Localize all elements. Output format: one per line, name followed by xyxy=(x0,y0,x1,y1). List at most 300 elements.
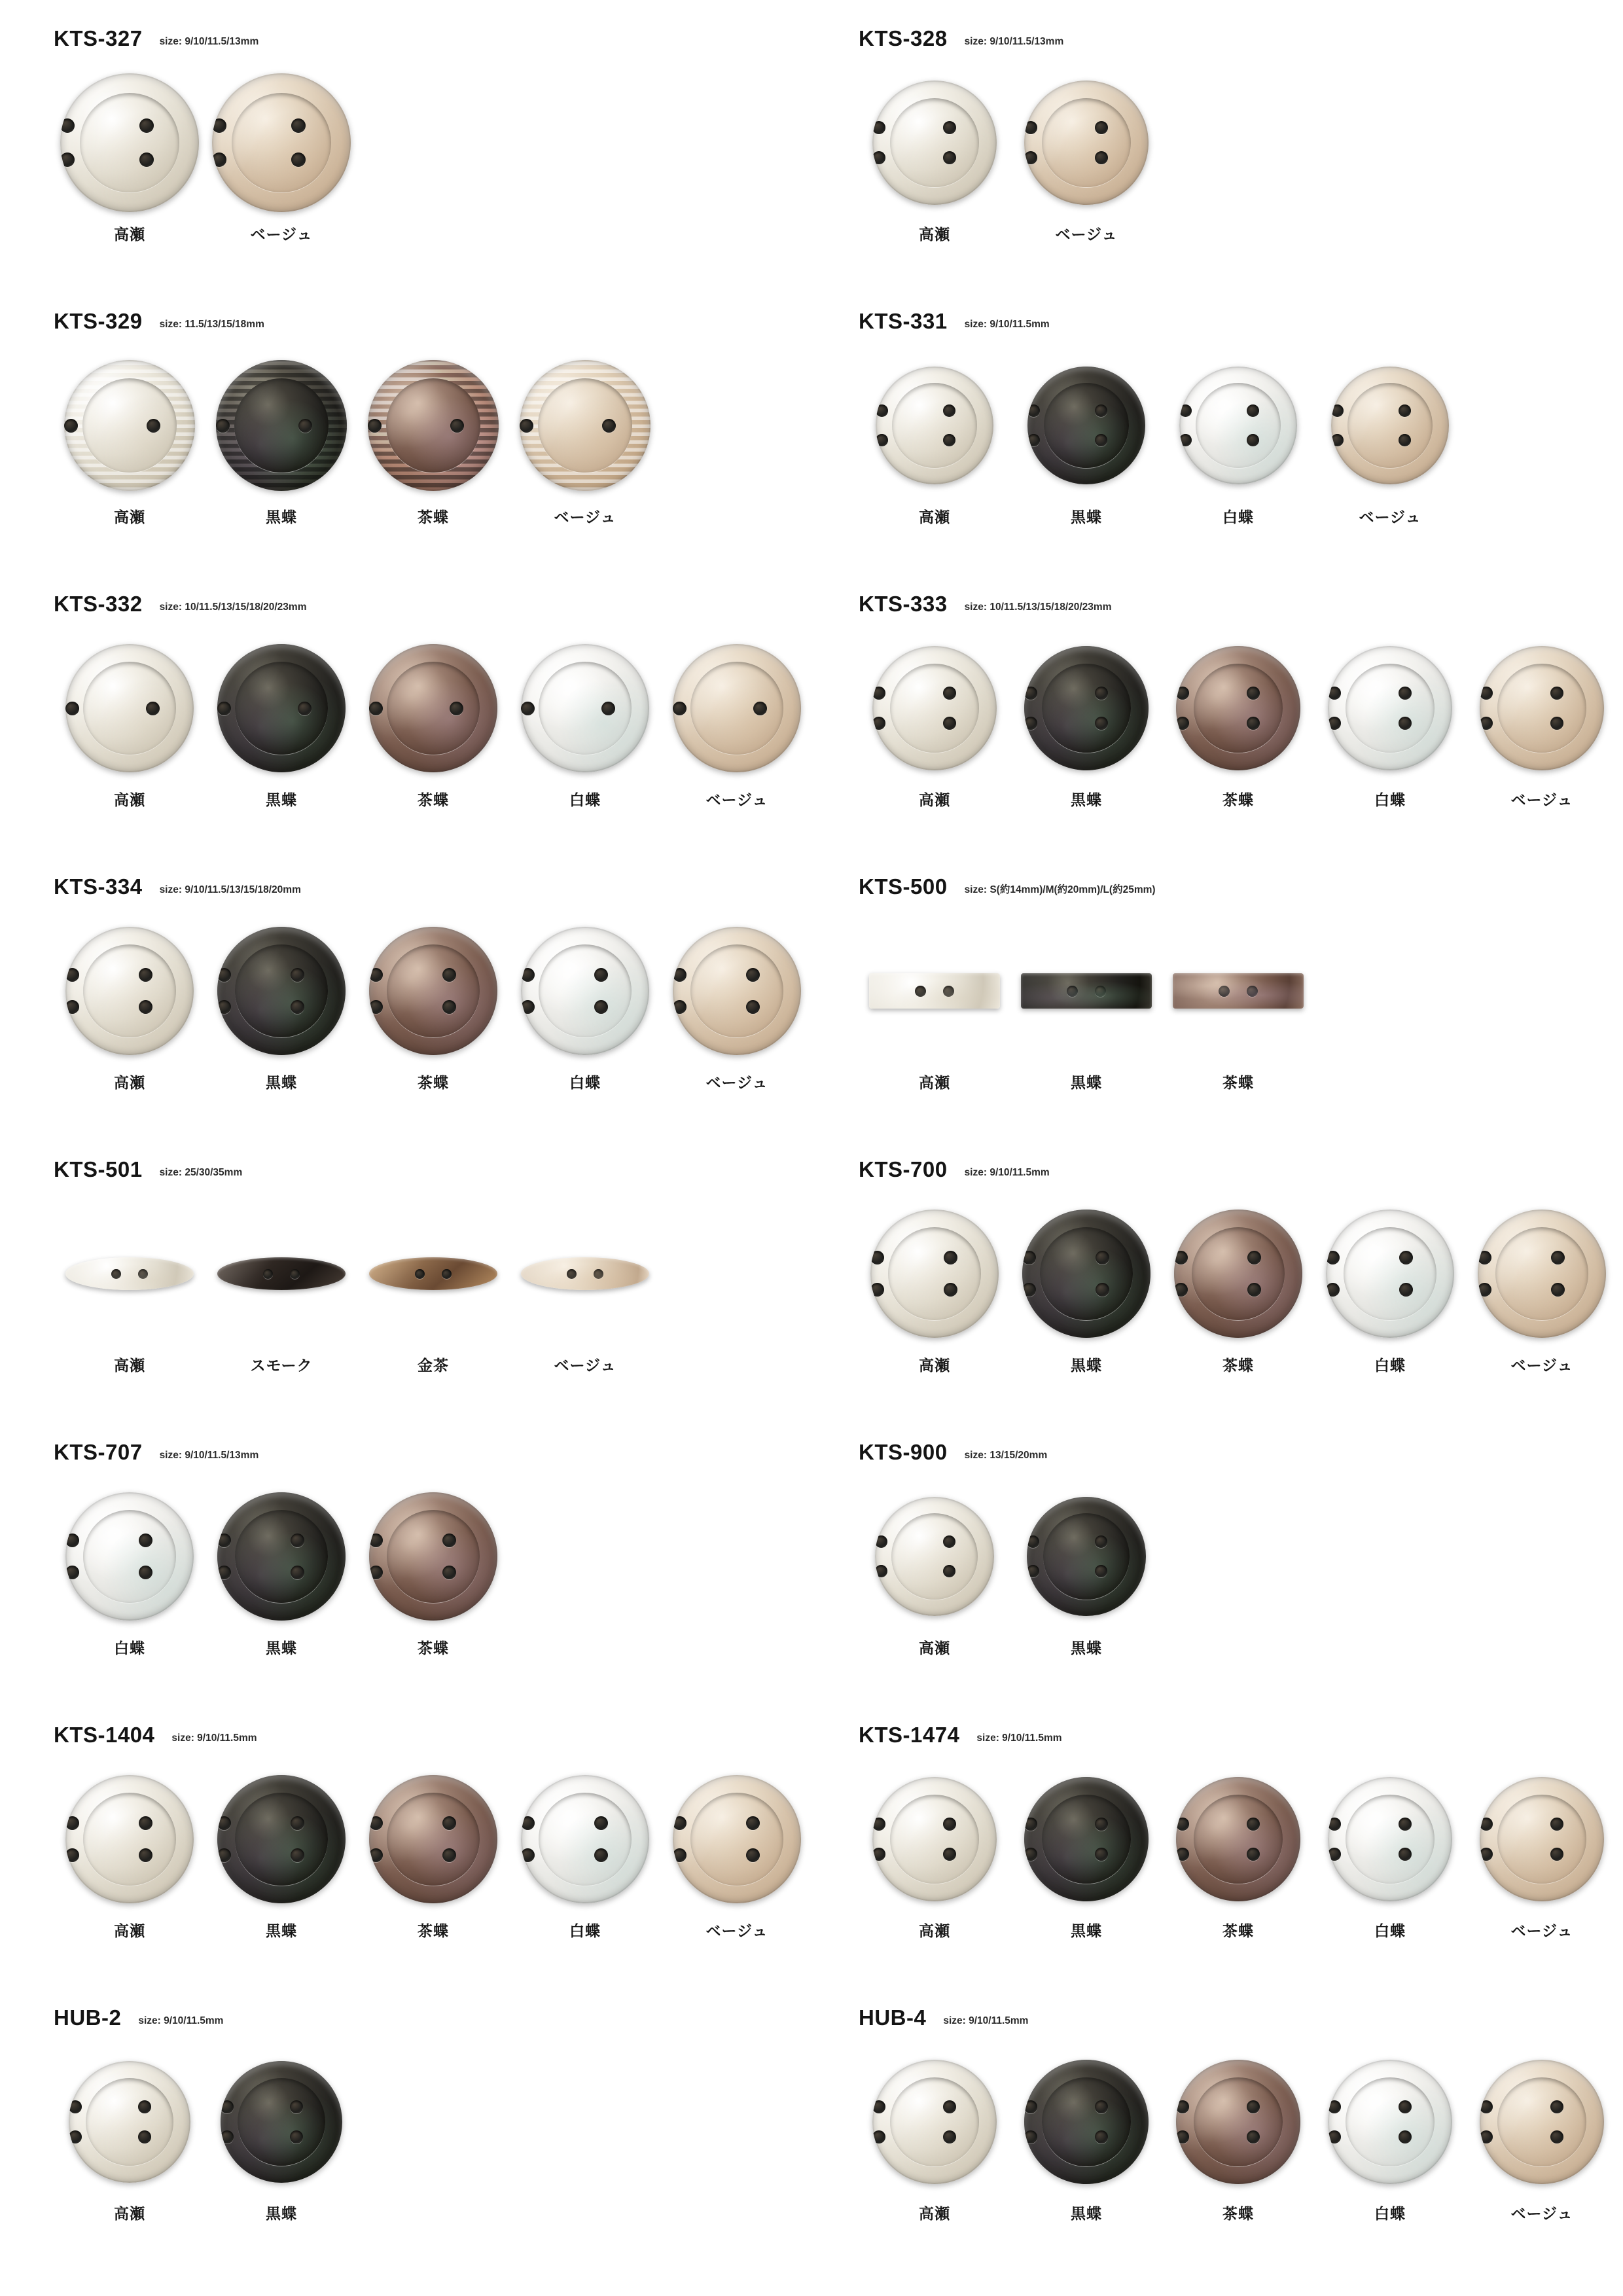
button-thumbnail[interactable] xyxy=(216,350,347,501)
button-hole xyxy=(221,2100,234,2113)
swatch-label: 高瀬 xyxy=(919,1357,950,1374)
swatch-takase[interactable] xyxy=(54,67,205,244)
swatch-row xyxy=(54,1480,813,1658)
swatch-smoke[interactable] xyxy=(205,1198,357,1375)
button-hole xyxy=(217,1534,231,1547)
swatch-row xyxy=(54,1198,813,1375)
product-card[interactable] xyxy=(839,26,1618,309)
product-card[interactable] xyxy=(839,309,1618,592)
hole-group xyxy=(64,360,195,491)
button-thumbnail[interactable] xyxy=(1331,350,1449,501)
button-thumbnail[interactable] xyxy=(369,632,497,784)
button-hole xyxy=(1328,1818,1341,1831)
product-code: KTS-1474 xyxy=(859,1723,960,1747)
button-hole xyxy=(602,419,616,433)
button-hole xyxy=(64,419,78,433)
swatch-shirocho[interactable] xyxy=(54,1480,205,1658)
product-code: HUB-4 xyxy=(859,2005,927,2030)
swatch-shirocho[interactable] xyxy=(1314,1763,1466,1941)
swatch-kincha[interactable] xyxy=(357,1198,509,1375)
product-card[interactable] xyxy=(839,592,1618,874)
button-image xyxy=(673,927,801,1055)
product-header xyxy=(54,592,813,620)
button-thumbnail[interactable] xyxy=(1179,350,1297,501)
product-card[interactable] xyxy=(839,1440,1618,1723)
button-hole xyxy=(1247,1818,1260,1831)
swatch-kurocho[interactable] xyxy=(1010,632,1162,810)
swatch-beige[interactable] xyxy=(205,67,357,244)
button-hole xyxy=(872,151,885,164)
button-hole xyxy=(1176,717,1189,730)
button-thumbnail[interactable] xyxy=(65,1763,194,1915)
button-hole xyxy=(442,1000,456,1014)
button-hole xyxy=(139,968,152,982)
swatch-label: 黒蝶 xyxy=(1071,1357,1102,1374)
swatch-label: ベージュ xyxy=(1510,1922,1573,1939)
product-card[interactable] xyxy=(34,1723,813,2005)
swatch-takase[interactable] xyxy=(54,1198,205,1375)
button-hole xyxy=(60,118,75,133)
button-thumbnail[interactable] xyxy=(212,67,351,219)
swatch-takase[interactable] xyxy=(54,2046,205,2223)
product-header xyxy=(859,874,1618,903)
swatch-takase[interactable] xyxy=(859,1198,1010,1375)
product-card[interactable] xyxy=(34,1440,813,1723)
button-hole xyxy=(1024,151,1037,164)
button-image xyxy=(369,1775,497,1903)
button-thumbnail[interactable] xyxy=(1176,1763,1300,1915)
button-hole xyxy=(369,968,383,982)
swatch-beige[interactable] xyxy=(1010,67,1162,244)
swatch-chacho[interactable] xyxy=(1162,2046,1314,2223)
product-header xyxy=(859,2005,1618,2034)
button-hole xyxy=(290,2130,303,2144)
hole-group xyxy=(1331,367,1449,484)
button-image xyxy=(870,1210,999,1338)
swatch-shirocho[interactable] xyxy=(1314,1198,1466,1375)
product-header xyxy=(54,1157,813,1186)
swatch-kurocho[interactable] xyxy=(205,1763,357,1941)
swatch-kurocho[interactable] xyxy=(1010,2046,1162,2223)
product-header xyxy=(54,1723,813,1751)
product-card[interactable] xyxy=(839,2005,1618,2288)
button-thumbnail[interactable] xyxy=(521,915,649,1067)
swatch-label: 高瀬 xyxy=(919,2205,950,2222)
button-thumbnail[interactable] xyxy=(1480,1763,1604,1915)
button-thumbnail[interactable] xyxy=(1024,1763,1149,1915)
button-hole xyxy=(943,121,956,134)
button-hole xyxy=(753,702,767,715)
swatch-label: 高瀬 xyxy=(114,226,145,243)
button-hole xyxy=(943,717,956,730)
button-hole xyxy=(870,1251,884,1265)
button-hole xyxy=(1174,1251,1188,1265)
button-hole xyxy=(138,2100,151,2113)
button-hole xyxy=(1328,717,1341,730)
button-hole xyxy=(1480,2130,1493,2144)
hole-group xyxy=(369,927,497,1055)
button-thumbnail[interactable] xyxy=(870,1198,999,1350)
product-header xyxy=(54,874,813,903)
button-hole xyxy=(521,968,535,982)
swatch-chacho[interactable] xyxy=(1162,1198,1314,1375)
button-thumbnail[interactable] xyxy=(673,1763,801,1915)
button-thumbnail[interactable] xyxy=(65,1480,194,1632)
button-thumbnail[interactable] xyxy=(1328,632,1452,784)
swatch-beige[interactable] xyxy=(1466,1763,1618,1941)
swatch-takase[interactable] xyxy=(859,915,1010,1092)
swatch-beige[interactable] xyxy=(1314,350,1466,527)
button-thumbnail[interactable] xyxy=(875,1480,994,1632)
button-thumbnail[interactable] xyxy=(1328,2046,1452,2198)
button-thumbnail[interactable] xyxy=(65,915,194,1067)
button-hole xyxy=(442,1816,456,1830)
button-thumbnail[interactable] xyxy=(1173,915,1304,1067)
nacre-sheen xyxy=(217,1257,346,1290)
swatch-label: 茶蝶 xyxy=(1222,1922,1254,1939)
product-card[interactable] xyxy=(34,592,813,874)
button-thumbnail[interactable] xyxy=(1478,1198,1606,1350)
swatch-row xyxy=(859,350,1618,527)
product-card[interactable] xyxy=(34,309,813,592)
swatch-takase[interactable] xyxy=(859,67,1010,244)
swatch-takase[interactable] xyxy=(859,1763,1010,1941)
button-hole xyxy=(1478,1283,1491,1297)
button-hole xyxy=(1176,1818,1189,1831)
button-hole xyxy=(601,702,615,715)
button-hole xyxy=(65,1816,79,1830)
swatch-chacho[interactable] xyxy=(357,1480,509,1658)
button-hole xyxy=(1399,404,1411,417)
swatch-row xyxy=(859,632,1618,810)
swatch-chacho[interactable] xyxy=(1162,632,1314,810)
swatch-label: ベージュ xyxy=(1510,2205,1573,2222)
button-hole xyxy=(1176,2100,1189,2113)
button-hole xyxy=(746,1848,760,1862)
product-header xyxy=(859,592,1618,620)
button-hole xyxy=(1024,687,1037,700)
swatch-shirocho[interactable] xyxy=(1314,2046,1466,2223)
button-hole xyxy=(139,118,154,133)
swatch-beige[interactable] xyxy=(661,1763,813,1941)
swatch-kurocho[interactable] xyxy=(1010,915,1162,1092)
button-image xyxy=(217,927,346,1055)
swatch-kurocho[interactable] xyxy=(205,632,357,810)
swatch-beige[interactable] xyxy=(509,350,661,527)
swatch-kurocho[interactable] xyxy=(1010,1198,1162,1375)
product-size: size: 9/10/11.5mm xyxy=(171,1732,257,1744)
swatch-shirocho[interactable] xyxy=(509,915,661,1092)
button-hole xyxy=(1551,1251,1565,1265)
swatch-takase[interactable] xyxy=(859,1480,1010,1658)
button-image xyxy=(521,644,649,772)
button-thumbnail[interactable] xyxy=(521,1198,649,1350)
product-size: size: 9/10/11.5mm xyxy=(964,1167,1050,1178)
swatch-row xyxy=(859,915,1618,1092)
swatch-takase[interactable] xyxy=(859,2046,1010,2223)
hole-group xyxy=(217,1775,346,1903)
nacre-sheen xyxy=(1173,973,1304,1009)
button-hole xyxy=(594,968,608,982)
button-thumbnail[interactable] xyxy=(872,1763,997,1915)
swatch-row xyxy=(859,2046,1618,2223)
button-hole xyxy=(673,702,687,715)
button-thumbnail[interactable] xyxy=(69,2046,190,2198)
product-code: KTS-331 xyxy=(859,309,948,333)
button-thumbnail[interactable] xyxy=(1024,632,1149,784)
button-hole xyxy=(1095,404,1107,417)
swatch-shirocho[interactable] xyxy=(509,1763,661,1941)
swatch-label: 白蝶 xyxy=(1374,1357,1406,1374)
product-code: KTS-327 xyxy=(54,26,143,50)
swatch-kurocho[interactable] xyxy=(1010,1480,1162,1658)
button-thumbnail[interactable] xyxy=(221,2046,342,2198)
button-thumbnail[interactable] xyxy=(65,1198,194,1350)
swatch-chacho[interactable] xyxy=(357,350,509,527)
button-hole xyxy=(216,419,230,433)
swatch-kurocho[interactable] xyxy=(1010,350,1162,527)
nacre-sheen xyxy=(1021,973,1152,1009)
swatch-label: 黒蝶 xyxy=(1071,2205,1102,2222)
button-thumbnail[interactable] xyxy=(520,350,651,501)
button-image xyxy=(1024,2060,1149,2184)
button-thumbnail[interactable] xyxy=(872,632,997,784)
button-hole xyxy=(1328,1848,1341,1861)
button-thumbnail[interactable] xyxy=(217,1480,346,1632)
button-thumbnail[interactable] xyxy=(1176,632,1300,784)
button-hole xyxy=(1399,2130,1412,2144)
swatch-shirocho[interactable] xyxy=(509,632,661,810)
button-hole xyxy=(943,1565,955,1577)
button-thumbnail[interactable] xyxy=(368,350,499,501)
button-thumbnail[interactable] xyxy=(521,632,649,784)
swatch-kurocho[interactable] xyxy=(205,1480,357,1658)
button-thumbnail[interactable] xyxy=(673,632,801,784)
swatch-label: 黒蝶 xyxy=(266,2205,297,2222)
button-image xyxy=(65,644,194,772)
button-thumbnail[interactable] xyxy=(1024,67,1149,219)
product-card[interactable] xyxy=(34,2005,813,2288)
button-hole xyxy=(673,968,687,982)
swatch-beige[interactable] xyxy=(661,632,813,810)
button-thumbnail[interactable] xyxy=(1027,1480,1146,1632)
swatch-beige[interactable] xyxy=(1466,1198,1618,1375)
swatch-label: 黒蝶 xyxy=(1071,1640,1102,1657)
swatch-kurocho[interactable] xyxy=(205,350,357,527)
swatch-label: 茶蝶 xyxy=(418,791,449,808)
button-image xyxy=(1024,81,1149,205)
button-hole xyxy=(943,2100,956,2113)
button-hole xyxy=(212,118,226,133)
button-thumbnail[interactable] xyxy=(1480,632,1604,784)
button-hole xyxy=(1095,151,1108,164)
button-hole xyxy=(212,152,226,167)
hole-group xyxy=(65,927,194,1055)
swatch-takase[interactable] xyxy=(54,1763,205,1941)
button-thumbnail[interactable] xyxy=(876,350,993,501)
swatch-takase[interactable] xyxy=(859,632,1010,810)
hole-group xyxy=(212,73,351,212)
swatch-chacho[interactable] xyxy=(1162,1763,1314,1941)
button-hole xyxy=(1247,404,1259,417)
button-hole xyxy=(1399,1283,1413,1297)
swatch-takase[interactable] xyxy=(859,350,1010,527)
button-thumbnail[interactable] xyxy=(217,915,346,1067)
button-thumbnail[interactable] xyxy=(217,1198,346,1350)
button-hole xyxy=(521,702,535,715)
button-thumbnail[interactable] xyxy=(369,915,497,1067)
nacre-sheen xyxy=(869,973,1000,1009)
swatch-chacho[interactable] xyxy=(357,632,509,810)
button-image xyxy=(60,73,199,212)
swatch-takase[interactable] xyxy=(54,915,205,1092)
button-thumbnail[interactable] xyxy=(217,632,346,784)
button-hole xyxy=(65,1848,79,1862)
swatch-kurocho[interactable] xyxy=(205,915,357,1092)
button-image xyxy=(876,367,993,484)
product-header xyxy=(54,1440,813,1469)
button-hole xyxy=(1176,1848,1189,1861)
button-image xyxy=(1328,646,1452,770)
button-thumbnail[interactable] xyxy=(1328,1763,1452,1915)
product-code: KTS-332 xyxy=(54,592,143,616)
button-image xyxy=(521,1775,649,1903)
hole-group xyxy=(875,1497,994,1616)
button-thumbnail[interactable] xyxy=(673,915,801,1067)
button-image xyxy=(1176,2060,1300,2184)
button-thumbnail[interactable] xyxy=(369,1763,497,1915)
button-hole xyxy=(1550,1848,1563,1861)
button-hole xyxy=(442,1534,456,1547)
swatch-kurocho[interactable] xyxy=(205,2046,357,2223)
product-card[interactable] xyxy=(839,1157,1618,1440)
hole-group xyxy=(1027,367,1145,484)
button-image xyxy=(673,644,801,772)
button-hole xyxy=(746,968,760,982)
swatch-label: 黒蝶 xyxy=(266,509,297,526)
button-thumbnail[interactable] xyxy=(1021,915,1152,1067)
hole-group xyxy=(1326,1210,1454,1338)
swatch-kurocho[interactable] xyxy=(1010,1763,1162,1941)
button-hole xyxy=(1179,404,1192,417)
button-hole xyxy=(673,1000,687,1014)
swatch-label: 白蝶 xyxy=(1222,509,1254,526)
hole-group xyxy=(60,73,199,212)
swatch-chacho[interactable] xyxy=(1162,915,1314,1092)
button-hole xyxy=(1095,1565,1107,1577)
button-image xyxy=(872,646,997,770)
button-thumbnail[interactable] xyxy=(1174,1198,1302,1350)
button-thumbnail[interactable] xyxy=(65,632,194,784)
product-card[interactable] xyxy=(34,1157,813,1440)
button-hole xyxy=(673,1848,687,1862)
button-thumbnail[interactable] xyxy=(60,67,199,219)
button-thumbnail[interactable] xyxy=(1022,1198,1150,1350)
button-hole xyxy=(943,1535,955,1548)
swatch-takase[interactable] xyxy=(54,350,205,527)
button-thumbnail[interactable] xyxy=(872,67,997,219)
button-thumbnail[interactable] xyxy=(1480,2046,1604,2198)
swatch-shirocho[interactable] xyxy=(1314,632,1466,810)
button-hole xyxy=(1024,1818,1037,1831)
button-thumbnail[interactable] xyxy=(869,915,1000,1067)
button-thumbnail[interactable] xyxy=(1024,2046,1149,2198)
product-code: KTS-900 xyxy=(859,1440,948,1464)
button-thumbnail[interactable] xyxy=(369,1480,497,1632)
button-image xyxy=(217,1775,346,1903)
hole-group xyxy=(1328,646,1452,770)
button-image xyxy=(521,927,649,1055)
button-hole xyxy=(1328,2100,1341,2113)
product-header xyxy=(54,309,813,338)
hole-group xyxy=(217,644,346,772)
button-hole xyxy=(442,1566,456,1579)
button-hole xyxy=(1096,1283,1109,1297)
button-image xyxy=(673,1775,801,1903)
button-hole xyxy=(1399,434,1411,446)
button-hole xyxy=(368,419,382,433)
product-card[interactable] xyxy=(34,26,813,309)
swatch-row xyxy=(859,67,1618,244)
product-header xyxy=(859,26,1618,55)
product-code: HUB-2 xyxy=(54,2005,122,2030)
swatch-takase[interactable] xyxy=(54,632,205,810)
swatch-row xyxy=(859,1198,1618,1375)
button-thumbnail[interactable] xyxy=(1027,350,1145,501)
swatch-label: 黒蝶 xyxy=(266,1922,297,1939)
swatch-beige[interactable] xyxy=(1466,632,1618,810)
button-hole xyxy=(521,1816,535,1830)
hole-group xyxy=(1024,2060,1149,2184)
button-thumbnail[interactable] xyxy=(872,2046,997,2198)
button-image xyxy=(1179,367,1297,484)
button-thumbnail[interactable] xyxy=(217,1763,346,1915)
swatch-beige[interactable] xyxy=(1466,2046,1618,2223)
product-card[interactable] xyxy=(839,1723,1618,2005)
button-hole xyxy=(521,1848,535,1862)
swatch-beige[interactable] xyxy=(661,915,813,1092)
product-size: size: 11.5/13/15/18mm xyxy=(159,319,264,330)
product-card[interactable] xyxy=(839,874,1618,1157)
product-header xyxy=(859,1157,1618,1186)
swatch-shirocho[interactable] xyxy=(1162,350,1314,527)
button-thumbnail[interactable] xyxy=(64,350,195,501)
hole-group xyxy=(673,644,801,772)
swatch-label: 白蝶 xyxy=(1374,791,1406,808)
button-thumbnail[interactable] xyxy=(369,1198,497,1350)
product-code: KTS-700 xyxy=(859,1157,948,1181)
button-hole xyxy=(298,702,312,715)
button-thumbnail[interactable] xyxy=(521,1763,649,1915)
button-hole xyxy=(69,2100,82,2113)
swatch-label: 高瀬 xyxy=(919,226,950,243)
swatch-row xyxy=(54,1763,813,1941)
button-thumbnail[interactable] xyxy=(1326,1198,1454,1350)
swatch-beige[interactable] xyxy=(509,1198,661,1375)
button-thumbnail[interactable] xyxy=(1176,2046,1300,2198)
swatch-label: 茶蝶 xyxy=(418,1922,449,1939)
button-hole xyxy=(146,702,160,715)
button-hole xyxy=(1326,1251,1340,1265)
hole-group xyxy=(673,927,801,1055)
swatch-chacho[interactable] xyxy=(357,1763,509,1941)
button-hole xyxy=(943,2130,956,2144)
button-hole xyxy=(291,1816,304,1830)
hole-group xyxy=(1179,367,1297,484)
swatch-label: 高瀬 xyxy=(919,1922,950,1939)
product-card[interactable] xyxy=(34,874,813,1157)
swatch-chacho[interactable] xyxy=(357,915,509,1092)
